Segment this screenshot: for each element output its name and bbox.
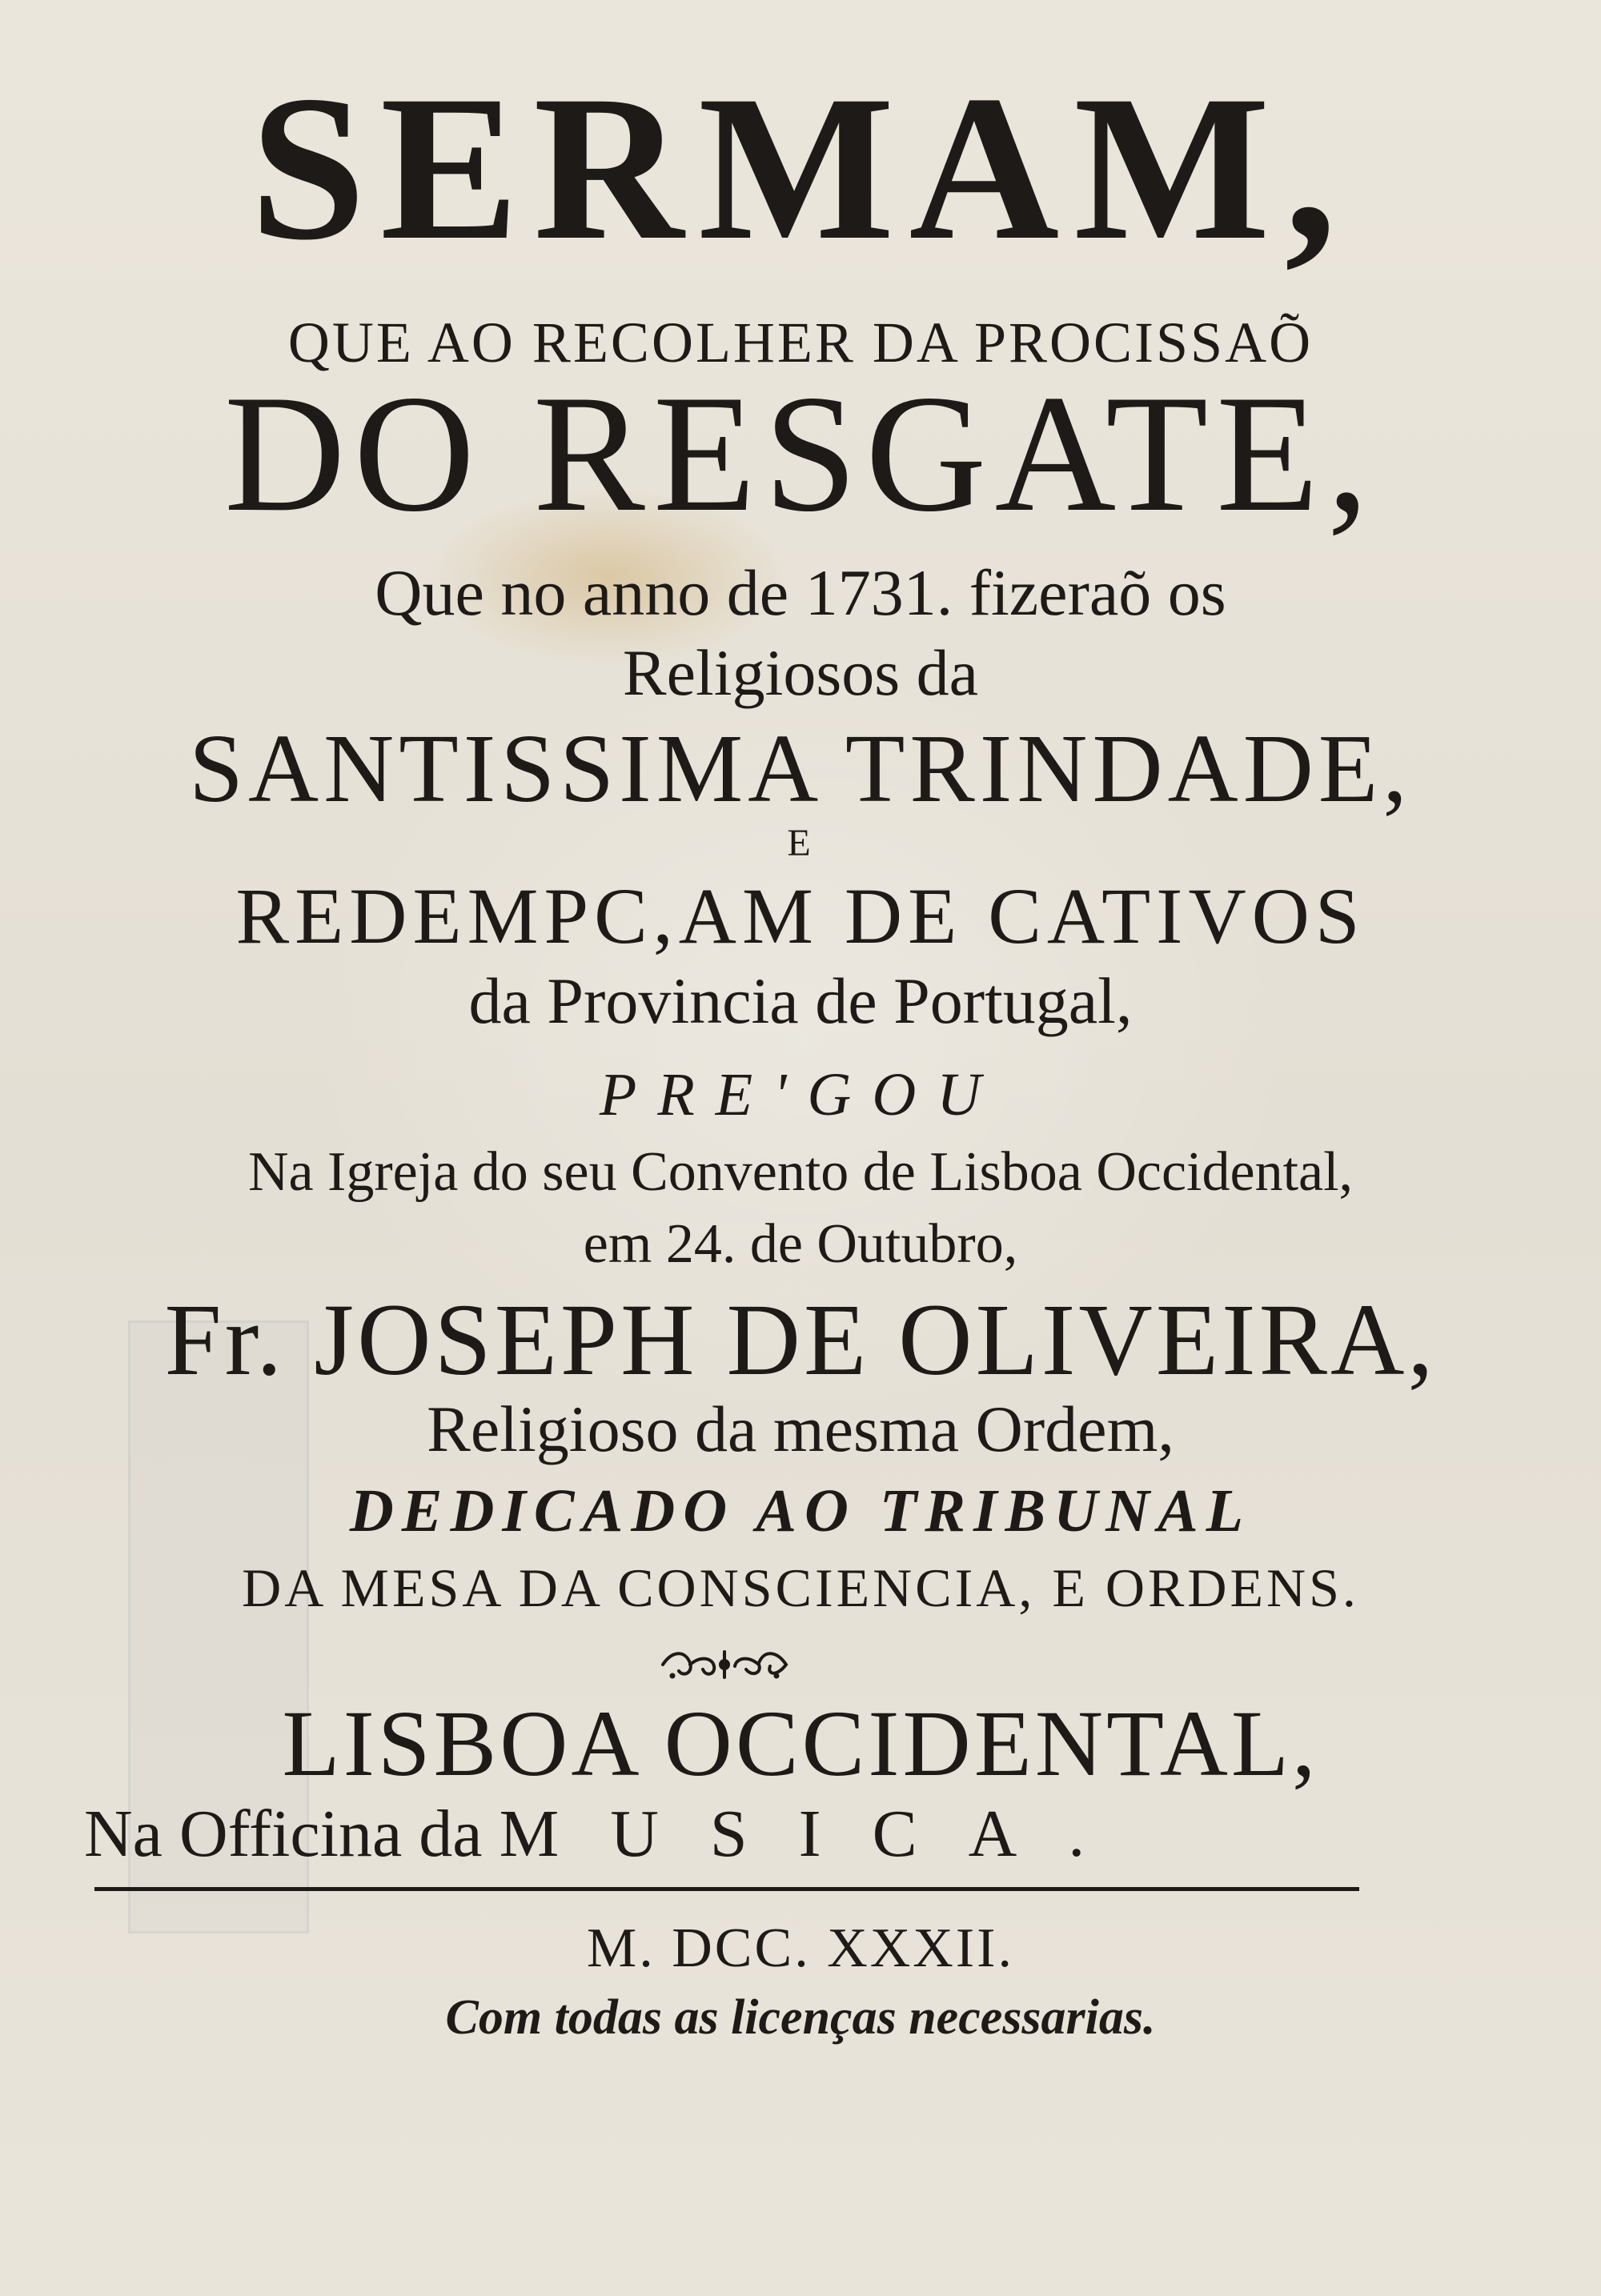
subtitle-line: QUE AO RECOLHER DA PROCISSAÕ (287, 311, 1314, 375)
imprint-officina-label: Na Officina da (84, 1797, 483, 1871)
text-line-religiosos: Religiosos da (622, 636, 979, 709)
text-line-religioso: Religioso da mesma Ordem, (427, 1392, 1174, 1465)
imprint-city: LISBOA OCCIDENTAL, (282, 1691, 1319, 1796)
publication-year: M. DCC. XXXII. (587, 1917, 1014, 1979)
text-line-dedicado: DEDICADO AO TRIBUNAL (349, 1477, 1252, 1545)
text-line-redempcam: REDEMPC,AM DE CATIVOS (235, 872, 1366, 960)
fleuron-ornament-icon (656, 1641, 792, 1689)
author-name: Fr. JOSEPH DE OLIVEIRA, (164, 1283, 1437, 1396)
text-line-provincia: da Provincia de Portugal, (468, 964, 1133, 1037)
text-line-date: em 24. de Outubro, (583, 1213, 1018, 1275)
horizontal-rule (94, 1887, 1359, 1891)
imprint-musica: MUSICA. (499, 1797, 1137, 1871)
licence-note: Com todas as licenças necessarias. (445, 1990, 1156, 2045)
text-line-mesa: DA MESA DA CONSCIENCIA, E ORDENS. (242, 1557, 1359, 1618)
secondary-title: DO RESGATE, (223, 361, 1378, 547)
imprint-printer (84, 1797, 1365, 1871)
text-line-igreja: Na Igreja do seu Convento de Lisboa Occidental, (247, 1141, 1354, 1203)
text-line-e: E (787, 822, 814, 864)
page-title: SERMAM, (250, 53, 1351, 283)
text-line-anno: Que no anno de 1731. fizeraõ os (375, 556, 1226, 629)
text-line-trindade: SANTISSIMA TRINDADE, (189, 715, 1412, 823)
text-line-pregou: PRE'GOU (599, 1061, 1002, 1128)
